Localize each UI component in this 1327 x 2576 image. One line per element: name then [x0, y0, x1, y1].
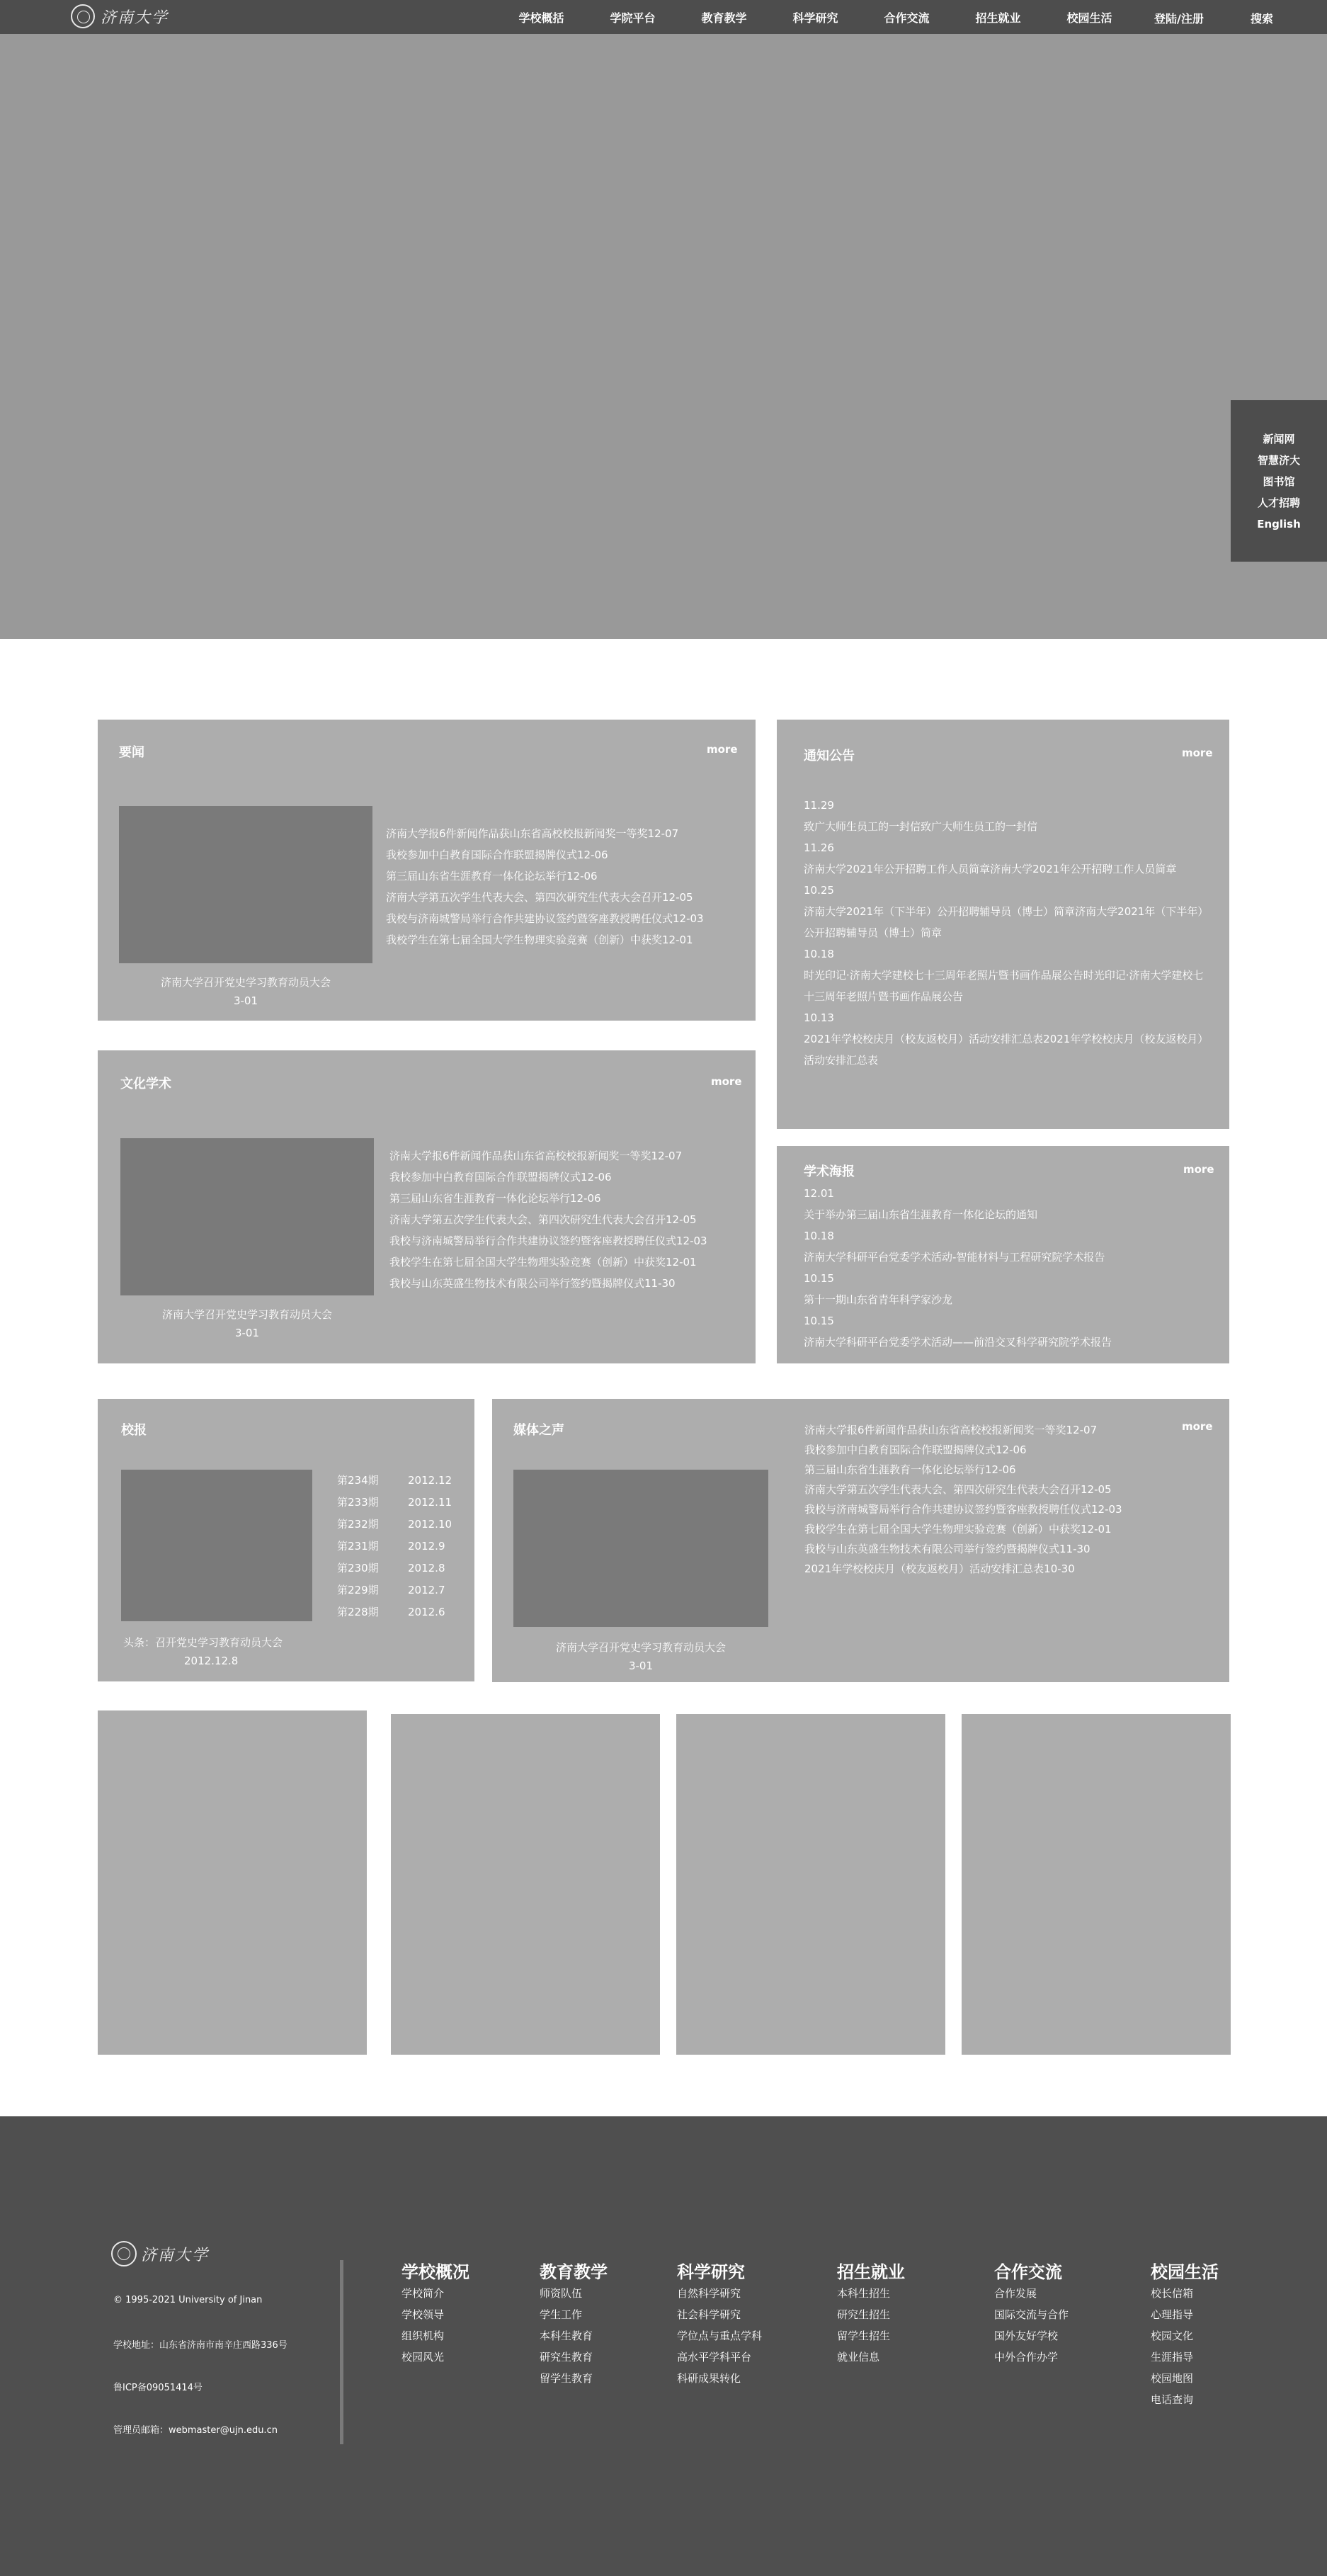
issue-row[interactable]: 第231期 2012.9: [337, 1540, 445, 1553]
feature-tile-4[interactable]: [962, 1714, 1231, 2055]
culture-thumbnail-caption[interactable]: 济南大学召开党史学习教育动员大会: [161, 1308, 332, 1321]
logo-text: 济南大学: [101, 8, 169, 27]
footer-link[interactable]: 本科生教育: [540, 2330, 593, 2342]
notice-date: 10.13: [804, 1011, 834, 1024]
notices-panel: [777, 720, 1229, 1129]
poster-list: [804, 1183, 1207, 1353]
list-item[interactable]: 济南大学报6件新闻作品获山东省高校校报新闻奖一等奖12-07: [389, 1150, 683, 1162]
footer-column: [837, 2258, 905, 2368]
footer-link[interactable]: 高水平学科平台: [677, 2351, 752, 2364]
poster-item[interactable]: 第十一期山东省青年科学家沙龙: [804, 1293, 953, 1306]
feature-tile-2[interactable]: [391, 1714, 660, 2055]
list-item[interactable]: 我校与山东英盛生物技术有限公司举行签约暨揭牌仪式11-30: [804, 1543, 1090, 1555]
footer-column-title[interactable]: 科学研究: [677, 2262, 745, 2282]
quick-links-panel: [1231, 400, 1327, 562]
news-list: [386, 823, 704, 951]
footer-link[interactable]: 电话查询: [1151, 2393, 1194, 2406]
footer-link[interactable]: 校长信箱: [1151, 2287, 1194, 2300]
footer-link[interactable]: 自然科学研究: [677, 2287, 741, 2300]
footer-link[interactable]: 社会科学研究: [677, 2308, 741, 2321]
issue-row[interactable]: 第234期 2012.12: [337, 1474, 452, 1487]
notice-item[interactable]: 济南大学2021年公开招聘工作人员简章济南大学2021年公开招聘工作人员简章: [804, 863, 1177, 875]
footer-link[interactable]: 科研成果转化: [677, 2372, 741, 2385]
footer-link[interactable]: 合作发展: [994, 2287, 1037, 2300]
site-logo[interactable]: [71, 4, 169, 28]
quick-link-english[interactable]: English: [1257, 518, 1301, 530]
list-item[interactable]: 我校与山东英盛生物技术有限公司举行签约暨揭牌仪式11-30: [389, 1277, 676, 1290]
list-item[interactable]: 济南大学第五次学生代表大会、第四次研究生代表大会召开12-05: [389, 1213, 697, 1226]
list-item[interactable]: 2021年学校校庆月（校友返校月）活动安排汇总表10-30: [804, 1562, 1075, 1575]
issue-row[interactable]: 第232期 2012.10: [337, 1518, 452, 1531]
notices-more-link[interactable]: more: [1182, 747, 1213, 759]
footer-link[interactable]: 校园文化: [1151, 2330, 1194, 2342]
poster-item[interactable]: 济南大学科研平台党委学术活动——前沿交叉科学研究院学术报告: [804, 1336, 1112, 1349]
footer-link[interactable]: 中外合作办学: [994, 2351, 1059, 2364]
nav-item-campus-life[interactable]: 校园生活: [1066, 11, 1112, 25]
quick-link-news[interactable]: 新闻网: [1263, 433, 1295, 446]
list-item[interactable]: 济南大学第五次学生代表大会、第四次研究生代表大会召开12-05: [386, 891, 693, 904]
issue-row[interactable]: 第233期 2012.11: [337, 1496, 452, 1509]
list-item[interactable]: 我校学生在第七届全国大学生物理实验竞赛（创新）中获奖12-01: [386, 934, 693, 946]
footer-divider: [340, 2260, 343, 2444]
footer-link[interactable]: 本科生招生: [837, 2287, 891, 2300]
news-panel-title: 要闻: [119, 745, 144, 760]
notice-item[interactable]: 时光印记·济南大学建校七十三周年老照片暨书画作品展公告时光印记·济南大学建校七十三周年老照片暨书画作品展公告: [804, 969, 1204, 1003]
media-thumbnail-caption[interactable]: 济南大学召开党史学习教育动员大会: [555, 1641, 726, 1654]
poster-date: 10.15: [804, 1272, 834, 1285]
footer-link[interactable]: 校园地图: [1151, 2372, 1194, 2385]
issue-row[interactable]: 第230期 2012.8: [337, 1562, 445, 1574]
school-paper-headline[interactable]: 头条：召开党史学习教育动员大会: [123, 1636, 283, 1649]
footer-email[interactable]: 管理员邮箱：webmaster@ujn.edu.cn: [113, 2425, 278, 2436]
footer-column: [677, 2258, 762, 2389]
school-paper-panel: [98, 1399, 474, 1681]
poster-panel-title: 学术海报: [804, 1164, 855, 1179]
list-item[interactable]: 济南大学报6件新闻作品获山东省高校校报新闻奖一等奖12-07: [386, 827, 679, 840]
culture-list: [389, 1145, 707, 1294]
nav-item-admissions[interactable]: 招生就业: [975, 11, 1021, 25]
list-item[interactable]: 我校参加中白教育国际合作联盟揭牌仪式12-06: [804, 1443, 1027, 1456]
notice-item[interactable]: 致广大师生员工的一封信致广大师生员工的一封信: [804, 820, 1038, 833]
media-thumbnail[interactable]: [513, 1470, 768, 1627]
notice-date: 10.25: [804, 884, 834, 897]
footer-column-title[interactable]: 学校概况: [401, 2262, 469, 2282]
list-item[interactable]: 济南大学报6件新闻作品获山东省高校校报新闻奖一等奖12-07: [804, 1424, 1098, 1436]
poster-panel: [777, 1146, 1229, 1363]
news-panel: [98, 720, 756, 1021]
footer-link[interactable]: 学生工作: [540, 2308, 583, 2321]
login-register-link[interactable]: 登陆/注册: [1154, 12, 1204, 25]
footer-logo-text: 济南大学: [141, 2246, 210, 2264]
footer-link[interactable]: 学位点与重点学科: [677, 2330, 763, 2342]
nav-item-research[interactable]: 科学研究: [792, 11, 838, 25]
footer-link[interactable]: 国外友好学校: [994, 2330, 1059, 2342]
university-seal-icon: [111, 2241, 137, 2266]
footer-column-title[interactable]: 合作交流: [994, 2262, 1062, 2282]
footer-address: 学校地址：山东省济南市南辛庄西路336号: [113, 2340, 287, 2351]
footer-icp[interactable]: 鲁ICP备09051414号: [113, 2383, 203, 2393]
school-paper-cover[interactable]: [121, 1470, 312, 1621]
nav-item-education[interactable]: 教育教学: [701, 11, 747, 25]
footer-link[interactable]: 师资队伍: [540, 2287, 583, 2300]
list-item[interactable]: 我校参加中白教育国际合作联盟揭牌仪式12-06: [389, 1171, 612, 1184]
feature-tile-3[interactable]: [676, 1714, 945, 2055]
footer-column-title[interactable]: 校园生活: [1151, 2262, 1219, 2282]
school-paper-title: 校报: [121, 1423, 147, 1438]
search-link[interactable]: 搜索: [1251, 12, 1274, 25]
list-item[interactable]: 我校与济南城警局举行合作共建协议签约暨客座教授聘任仪式12-03: [389, 1235, 707, 1247]
notices-list: [804, 795, 1207, 1071]
footer-logo: [111, 2241, 209, 2266]
footer-link[interactable]: 留学生教育: [540, 2372, 593, 2385]
media-thumbnail-date: 3-01: [628, 1659, 654, 1672]
footer-link[interactable]: 心理指导: [1151, 2308, 1194, 2321]
notice-date: 11.29: [804, 799, 834, 812]
feature-tile-1[interactable]: [98, 1710, 367, 2055]
culture-thumbnail-date: 3-01: [234, 1327, 260, 1339]
footer-link[interactable]: 学校领导: [401, 2308, 445, 2321]
news-thumbnail-date: 3-01: [233, 994, 258, 1007]
main-nav: [496, 0, 1135, 34]
footer-column: [540, 2258, 608, 2389]
news-more-link[interactable]: more: [707, 743, 738, 756]
list-item[interactable]: 我校参加中白教育国际合作联盟揭牌仪式12-06: [386, 849, 608, 861]
quick-link-recruitment[interactable]: 人才招聘: [1257, 497, 1300, 509]
nav-item-colleges[interactable]: 学院平台: [610, 11, 656, 25]
list-item[interactable]: 第三届山东省生涯教育一体化论坛举行12-06: [389, 1192, 601, 1205]
news-thumbnail[interactable]: [119, 806, 372, 963]
site-footer: [0, 2116, 1327, 2576]
quick-link-library[interactable]: 图书馆: [1263, 475, 1295, 488]
footer-column-title[interactable]: 招生就业: [837, 2262, 905, 2282]
culture-panel: [98, 1050, 756, 1363]
notice-date: 11.26: [804, 841, 834, 854]
hero-banner: [0, 34, 1327, 639]
footer-link[interactable]: 生涯指导: [1151, 2351, 1194, 2364]
poster-date: 12.01: [804, 1187, 834, 1200]
footer-copyright: © 1995-2021 University of Jinan: [113, 2295, 263, 2305]
issue-list: [337, 1470, 465, 1623]
footer-link[interactable]: 就业信息: [837, 2351, 880, 2364]
footer-link[interactable]: 国际交流与合作: [994, 2308, 1069, 2321]
nav-item-overview[interactable]: 学校概括: [518, 11, 564, 25]
media-more-link[interactable]: more: [1182, 1420, 1213, 1433]
culture-panel-title: 文化学术: [120, 1077, 171, 1091]
list-item[interactable]: 济南大学第五次学生代表大会、第四次研究生代表大会召开12-05: [804, 1483, 1112, 1496]
university-seal-icon: [71, 4, 95, 28]
media-list: [804, 1420, 1122, 1579]
footer-column: [401, 2258, 469, 2368]
poster-item[interactable]: 济南大学科研平台党委学术活动-智能材料与工程研究院学术报告: [804, 1251, 1105, 1264]
list-item[interactable]: 我校学生在第七届全国大学生物理实验竞赛（创新）中获奖12-01: [389, 1256, 697, 1269]
culture-more-link[interactable]: more: [711, 1075, 742, 1088]
media-panel: [492, 1399, 1229, 1682]
poster-date: 10.15: [804, 1315, 834, 1327]
poster-item[interactable]: 关于举办第三届山东省生涯教育一体化论坛的通知: [804, 1208, 1038, 1221]
issue-row[interactable]: 第228期 2012.6: [337, 1606, 445, 1618]
footer-link[interactable]: 留学生招生: [837, 2330, 891, 2342]
footer-column: [1151, 2258, 1219, 2410]
list-item[interactable]: 第三届山东省生涯教育一体化论坛举行12-06: [804, 1463, 1016, 1476]
list-item[interactable]: 我校学生在第七届全国大学生物理实验竞赛（创新）中获奖12-01: [804, 1523, 1112, 1536]
media-panel-title: 媒体之声: [513, 1423, 564, 1438]
notice-item[interactable]: 2021年学校校庆月（校友返校月）活动安排汇总表2021年学校校庆月（校友返校月）活动安排汇总表: [804, 1033, 1203, 1067]
footer-link[interactable]: 学校简介: [401, 2287, 445, 2300]
quick-link-smart-campus[interactable]: 智慧济大: [1257, 454, 1300, 467]
footer-column: [994, 2258, 1069, 2368]
issue-row[interactable]: 第229期 2012.7: [337, 1584, 445, 1596]
list-item[interactable]: 我校与济南城警局举行合作共建协议签约暨客座教授聘任仪式12-03: [386, 912, 704, 925]
poster-more-link[interactable]: more: [1183, 1163, 1214, 1176]
news-thumbnail-caption[interactable]: 济南大学召开党史学习教育动员大会: [160, 976, 331, 989]
footer-link[interactable]: 校园风光: [401, 2351, 445, 2364]
notice-item[interactable]: 济南大学2021年（下半年）公开招聘辅导员（博士）简章济南大学2021年（下半年）公开招聘辅导员（博士）简章: [804, 905, 1203, 939]
nav-item-cooperation[interactable]: 合作交流: [884, 11, 930, 25]
poster-date: 10.18: [804, 1230, 834, 1242]
footer-link[interactable]: 研究生招生: [837, 2308, 891, 2321]
notices-panel-title: 通知公告: [804, 749, 855, 764]
footer-link[interactable]: 组织机构: [401, 2330, 445, 2342]
list-item[interactable]: 第三届山东省生涯教育一体化论坛举行12-06: [386, 870, 598, 883]
notice-date: 10.18: [804, 948, 834, 960]
school-paper-headline-date: 2012.12.8: [184, 1655, 239, 1667]
footer-column-title[interactable]: 教育教学: [540, 2262, 608, 2282]
list-item[interactable]: 我校与济南城警局举行合作共建协议签约暨客座教授聘任仪式12-03: [804, 1503, 1122, 1516]
footer-link[interactable]: 研究生教育: [540, 2351, 593, 2364]
culture-thumbnail[interactable]: [120, 1138, 374, 1295]
